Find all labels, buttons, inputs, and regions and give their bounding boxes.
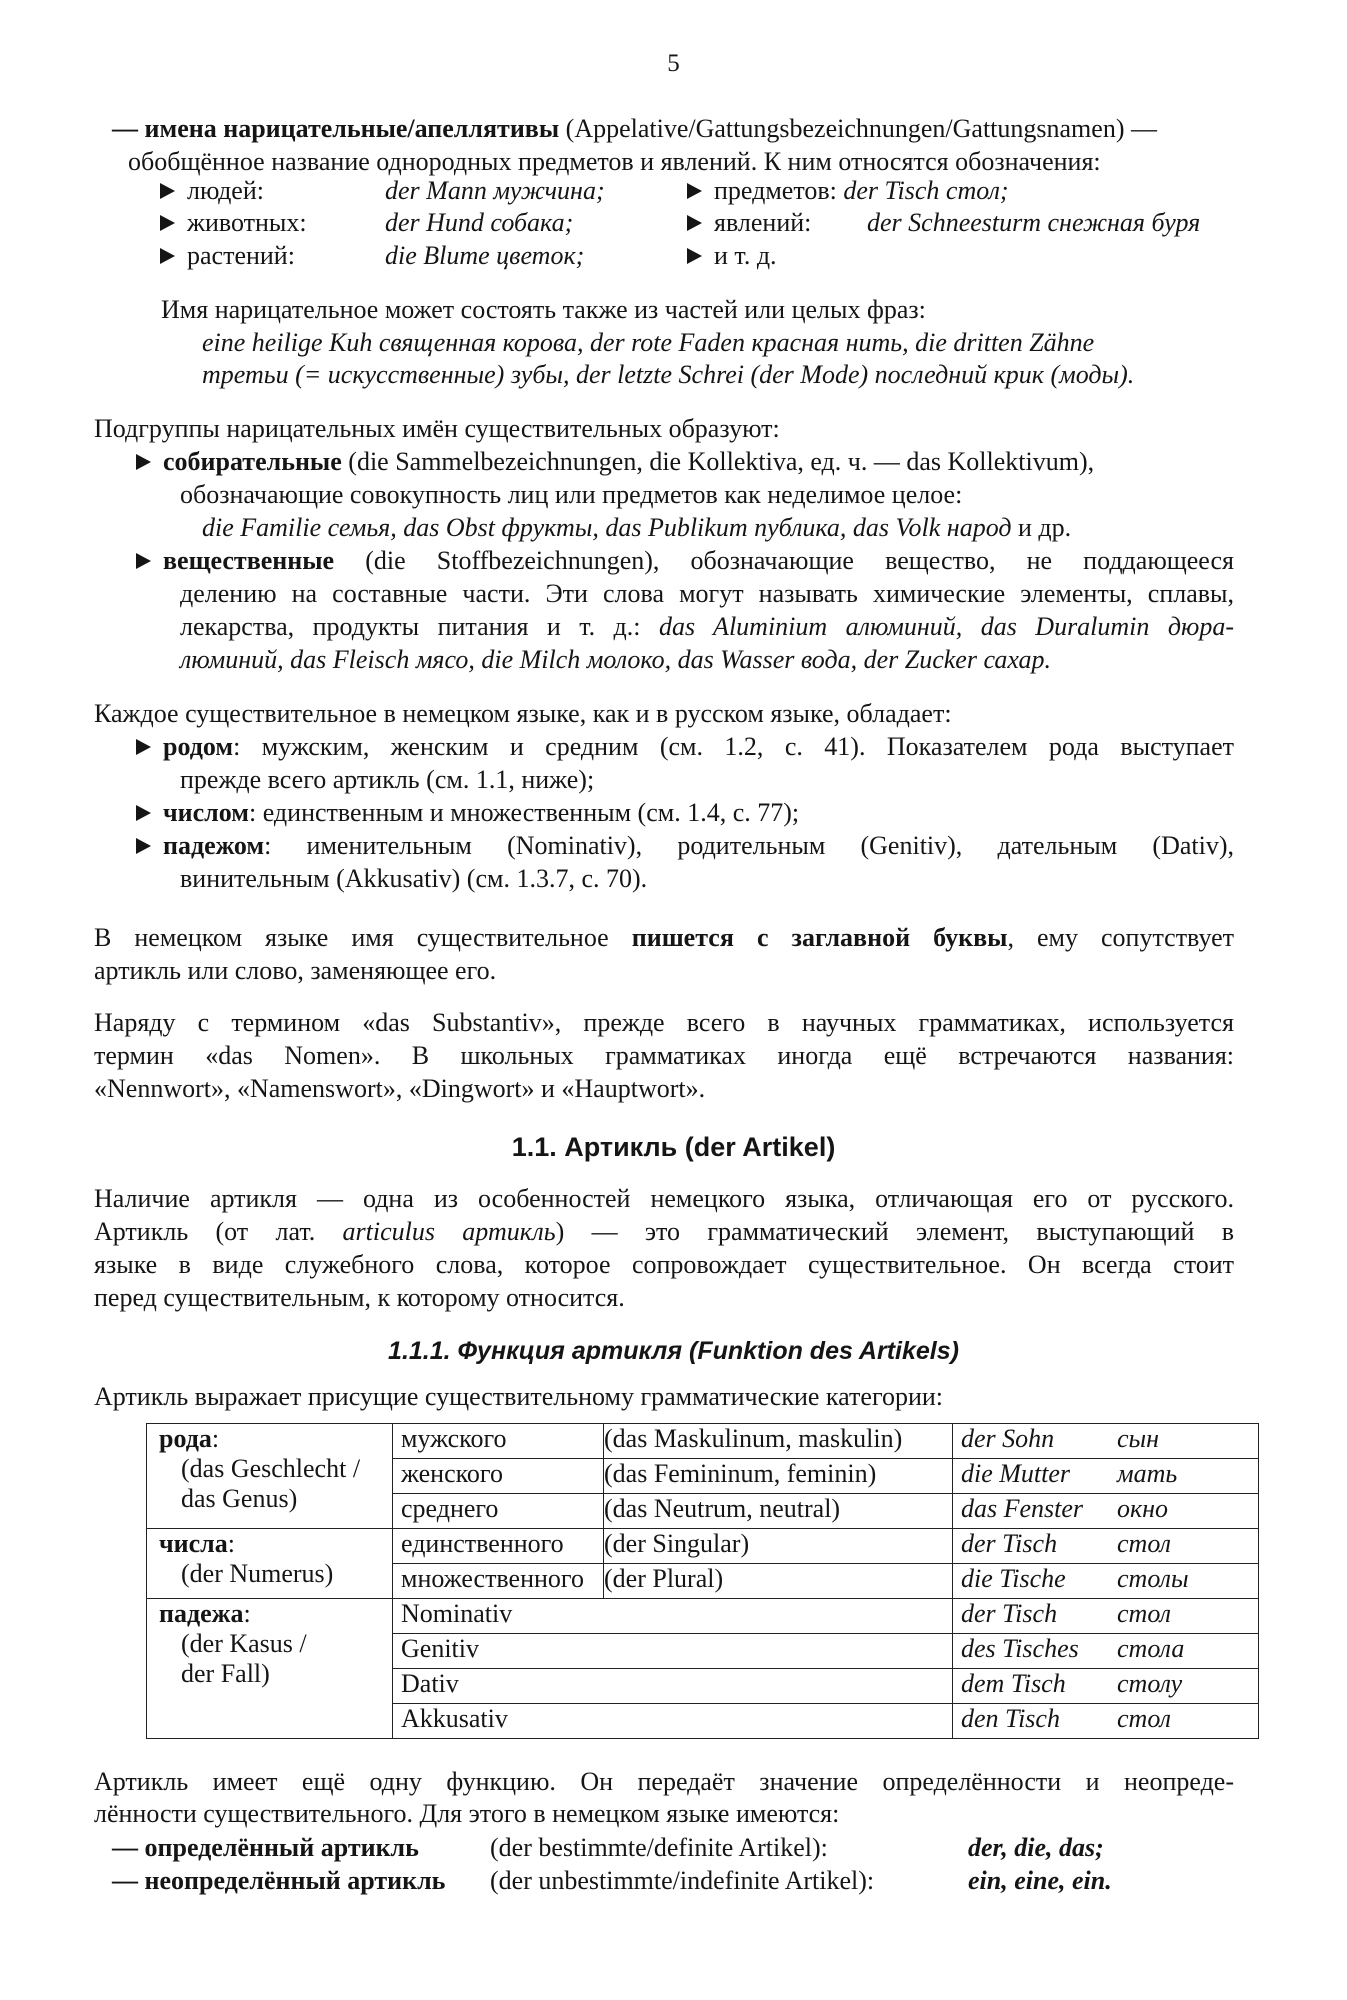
intro-bullet-1b: предметов: der Tisch стол; [687, 175, 1009, 207]
terms-line-3: «Nennwort», «Namenswort», «Dingwort» и «Hauptwort». [94, 1074, 706, 1103]
collective-line-2: обозначающие совокупность лиц или предметов как неделимое целое: [180, 480, 963, 509]
definiteness-line-2: лённости существительного. Для этого в немецком языке имеются: [94, 1799, 840, 1828]
table-row: Dativ dem Tisch столу [147, 1669, 1259, 1704]
table-row: Genitiv des Tisches стола [147, 1634, 1259, 1669]
table-row: падежа: (der Kasus / der Fall) Nominativ der Tisch стол [147, 1599, 1259, 1634]
arrow-bullet-icon [687, 183, 702, 199]
collective-examples: die Familie семья, das Obst фрукты, das Publikum публика, das Volk народ и др. [202, 513, 1072, 542]
terms-line-1: Наряду с термином «das Substantiv», прежде всего в научных грамматиках, используется [94, 1008, 1234, 1037]
category-gender-cell: рода: (das Geschlecht / das Genus) [147, 1424, 393, 1529]
phrase-examples-1: eine heilige Kuh священная корова, der rote Faden красная нить, die dritten Zähne [202, 328, 1095, 357]
intro-line-1: — имена нарицательные/апеллятивы (Appelative/Gattungsbezeichnungen/Gattungsnamen) — [112, 114, 1157, 143]
material-line-4: люминий, das Fleisch мясо, die Milch молоко, das Wasser вода, der Zucker сахар. [180, 645, 1052, 674]
arrow-bullet-icon [687, 248, 702, 264]
indefinite-article-line: — неопределённый артикль (der unbestimmte/indefinite Artikel): ein, eine, ein. [112, 1866, 1112, 1895]
page-number: 5 [667, 50, 680, 77]
article-intro-line-3: языке в виде служебного слова, которое сопровождает существительное. Он всегда стоит [94, 1250, 1234, 1279]
arrow-bullet-icon [160, 215, 175, 231]
collective-line-1: собирательные (die Sammelbezeichnungen, die Kollektiva, ед. ч. — das Kollektivum), [136, 446, 1094, 478]
arrow-bullet-icon [160, 248, 175, 264]
term-common-nouns: — имена нарицательные/апеллятивы [112, 114, 560, 143]
arrow-bullet-icon [160, 183, 175, 199]
capital-line-1: В немецком языке имя существительное пишется с заглавной буквы, ему сопутствует [94, 923, 1235, 952]
category-case-cell: падежа: (der Kasus / der Fall) [147, 1599, 393, 1739]
material-line-3: лекарства, продукты питания и т. д.: das Aluminium алюминий, das Duralumin дюра- [180, 612, 1234, 641]
material-line-1: вещественные (die Stoffbezeichnungen), обозначающие вещество, не поддающееся [136, 545, 1234, 577]
case-line-1: падежом: именительным (Nominativ), родительным (Genitiv), дательным (Dativ), [136, 830, 1234, 862]
gender-line-1: родом: мужским, женским и средним (см. 1.2, с. 41). Показателем рода выступает [136, 731, 1234, 763]
section-title: 1.1. Артикль (der Artikel) [511, 1132, 836, 1162]
arrow-bullet-icon [136, 454, 151, 470]
table-row: числа: (der Numerus) единственного (der Singular) der Tisch стол [147, 1529, 1259, 1564]
intro-bullet-1: людей: der Mann мужчина; [160, 175, 605, 207]
table-row: множественного (der Plural) die Tische столы [147, 1564, 1259, 1599]
arrow-bullet-icon [136, 805, 151, 821]
article-intro-line-1: Наличие артикля — одна из особенностей немецкого языка, отличающая его от русского. [94, 1184, 1234, 1213]
table-row: женского (das Femininum, feminin) die Mutter мать [147, 1459, 1259, 1494]
intro-bullet-2b: явлений: der Schneesturm снежная буря [687, 207, 1200, 239]
arrow-bullet-icon [136, 553, 151, 569]
grammar-categories-table [146, 1423, 1259, 1739]
category-number-cell: числа: (der Numerus) [147, 1529, 393, 1599]
table-intro: Артикль выражает присущие существительному грамматические категории: [94, 1382, 944, 1411]
article-intro-line-4: перед существительным, к которому относится. [94, 1283, 625, 1312]
intro-bullet-3b: и т. д. [687, 240, 777, 272]
definiteness-line-1: Артикль имеет ещё одну функцию. Он передаёт значение определённости и неопреде- [94, 1767, 1234, 1796]
case-line-2: винительным (Akkusativ) (см. 1.3.7, с. 70). [180, 864, 648, 893]
arrow-bullet-icon [136, 739, 151, 755]
intro-bullet-3: растений: die Blume цветок; [160, 240, 584, 272]
intro-bullet-2: животных: der Hund собака; [160, 207, 573, 239]
terms-line-2: термин «das Nomen». В школьных грамматиках иногда ещё встречаются названия: [94, 1041, 1234, 1070]
subgroups-intro: Подгруппы нарицательных имён существительных образуют: [94, 414, 780, 443]
intro-line-2: обобщённое название однородных предметов и явлений. К ним относятся обозначения: [128, 147, 1101, 176]
categories-intro: Каждое существительное в немецком языке, как и в русском языке, обладает: [94, 699, 952, 728]
material-line-2: делению на составные части. Эти слова могут называть химические элементы, сплавы, [180, 579, 1234, 608]
gender-line-2: прежде всего артикль (см. 1.1, ниже); [180, 765, 595, 794]
phrase-intro: Имя нарицательное может состоять также из частей или целых фраз: [161, 295, 926, 324]
article-intro-line-2: Артикль (от лат. articulus артикль) — это грамматический элемент, выступающий в [94, 1217, 1234, 1246]
table-row: Akkusativ den Tisch стол [147, 1704, 1259, 1739]
table-row: рода: (das Geschlecht / das Genus) мужского (das Maskulinum, maskulin) der Sohn сын [147, 1424, 1259, 1459]
capital-line-2: артикль или слово, заменяющее его. [94, 956, 497, 985]
phrase-examples-2: третьи (= искусственные) зубы, der letzte Schrei (der Mode) последний крик (моды). [202, 360, 1135, 389]
arrow-bullet-icon [687, 215, 702, 231]
subsection-title: 1.1.1. Функция артикля (Funktion des Artikels) [388, 1337, 959, 1365]
arrow-bullet-icon [136, 838, 151, 854]
definite-article-line: — определённый артикль (der bestimmte/definite Artikel): der, die, das; [112, 1833, 1104, 1862]
table-row: среднего (das Neutrum, neutral) das Fenster окно [147, 1494, 1259, 1529]
number-line: числом: единственным и множественным (см. 1.4, с. 77); [136, 797, 799, 829]
